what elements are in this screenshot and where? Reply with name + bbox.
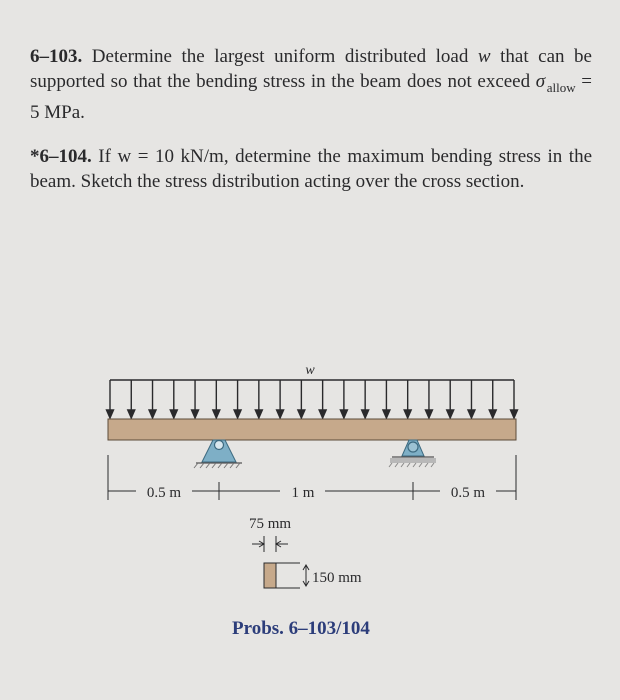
problem-number: 6–103. — [30, 46, 83, 67]
load-arrowhead — [383, 410, 390, 418]
load-arrowhead — [128, 410, 135, 418]
load-arrowhead — [192, 410, 199, 418]
load-arrowhead — [277, 410, 284, 418]
load-arrowhead — [489, 410, 496, 418]
load-arrowhead — [511, 410, 518, 418]
dimension-right: 0.5 m — [450, 485, 486, 501]
problem-text-a: Determine the largest uniform distributed load — [91, 46, 478, 67]
load-condition: w = 10 kN/m, — [117, 146, 229, 167]
allowable-value: = 5 MPa. — [30, 71, 593, 123]
load-arrowhead — [447, 410, 454, 418]
beam — [108, 419, 516, 440]
cross-section — [249, 516, 362, 588]
problem-text: determine the maximum bending stress in the beam. Sketch the stress distribution acting over the cross section. — [30, 146, 593, 192]
load-arrowhead — [255, 410, 262, 418]
roller-support — [389, 440, 436, 467]
problem-text-b: that can be supported so that the bending stress in the beam does not exceed — [30, 46, 592, 92]
load-arrowhead — [425, 410, 432, 418]
width-dimension: 75 mm — [248, 516, 292, 532]
height-dimension: 150 mm — [312, 570, 362, 586]
allow-subscript: allow — [546, 80, 576, 95]
load-arrowhead — [107, 410, 114, 418]
problem-if: If — [98, 146, 111, 167]
load-label: w — [305, 363, 315, 378]
load-arrowhead — [340, 410, 347, 418]
problem-number: *6–104. — [30, 146, 92, 167]
dimension-left: 0.5 m — [146, 485, 182, 501]
load-arrowhead — [468, 410, 475, 418]
dimension-middle: 1 m — [291, 485, 315, 501]
load-arrowhead — [298, 410, 305, 418]
sigma-symbol: σ — [535, 71, 546, 92]
distributed-load-arrows — [107, 380, 518, 418]
figure-caption: Probs. 6–103/104 — [232, 618, 370, 639]
rectangular-section — [264, 563, 276, 588]
load-arrowhead — [234, 410, 241, 418]
load-symbol: w — [477, 46, 491, 67]
load-arrowhead — [213, 410, 220, 418]
pin-support — [194, 440, 242, 468]
load-arrowhead — [149, 410, 156, 418]
load-arrowhead — [170, 410, 177, 418]
load-arrowhead — [319, 410, 326, 418]
load-arrowhead — [362, 410, 369, 418]
load-arrowhead — [404, 410, 411, 418]
